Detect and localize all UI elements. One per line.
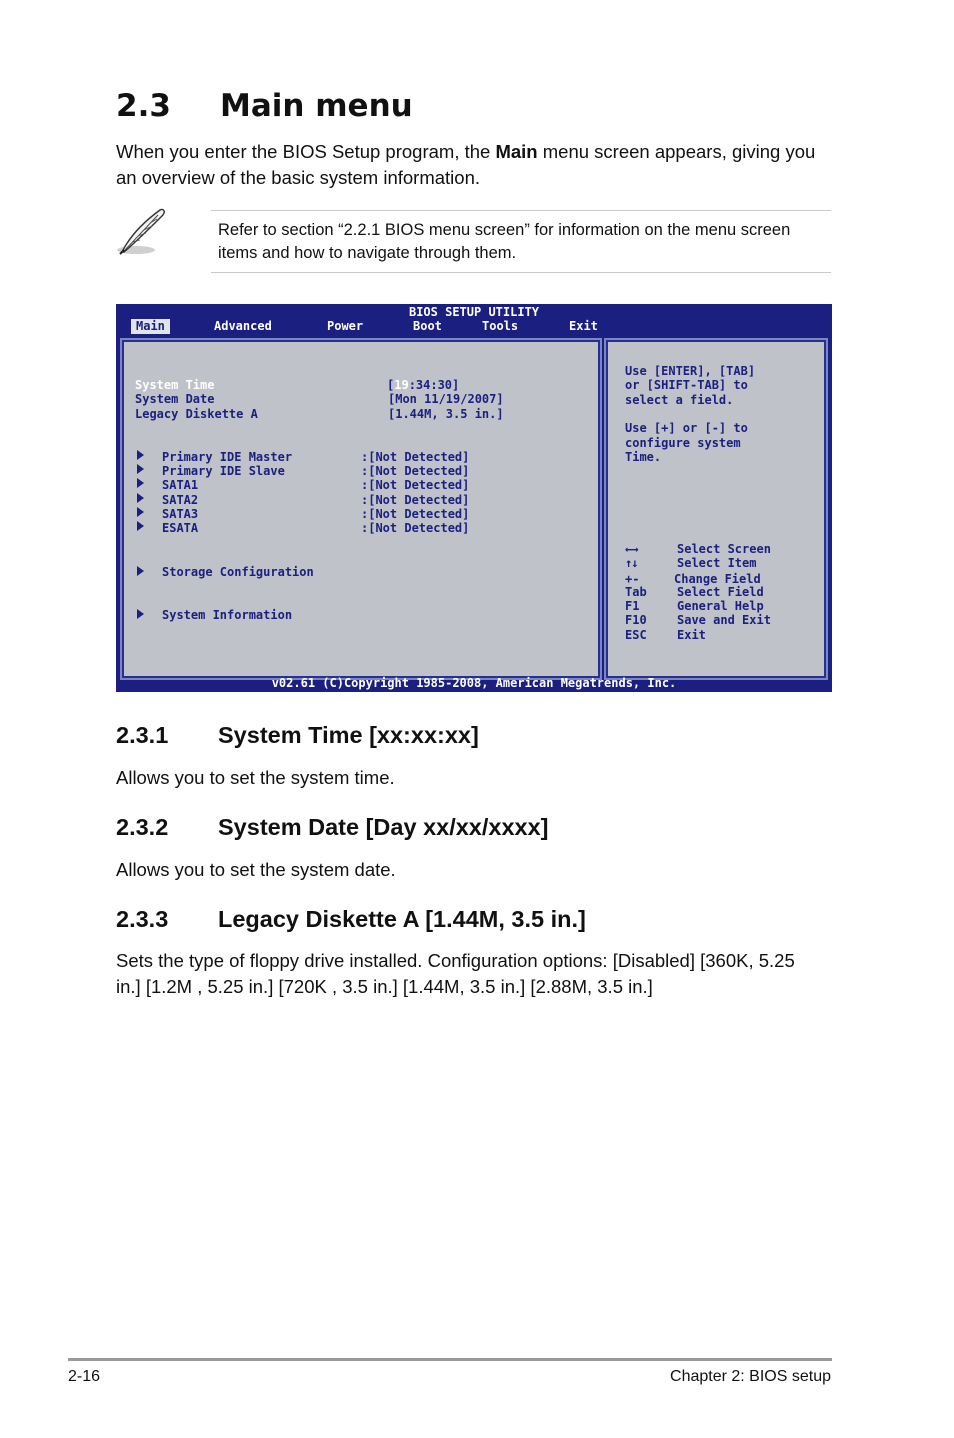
bios-help-line: Time. xyxy=(625,450,662,464)
page-number: 2-16 xyxy=(68,1368,101,1385)
subsection-body: Sets the type of floppy drive installed. Configuration options: [Disabled] [360K, 5.25 in.] [1.2M , 5.25 in.] [720K , 3.5 in.] [1.44M, 3.5 in.] [2.88M, 3.5 in.] xyxy=(116,950,795,997)
bios-tab-main: Main xyxy=(131,319,170,334)
intro-bold: Main xyxy=(495,141,538,162)
subsection-heading xyxy=(116,814,549,841)
bios-value-part: :34:30] xyxy=(408,378,460,392)
bios-field-label: System Date xyxy=(135,392,215,406)
bios-key: Tab xyxy=(625,585,647,599)
bios-main-panel xyxy=(120,338,602,680)
submenu-arrow-icon xyxy=(137,609,144,619)
bios-device-value: :[Not Detected] xyxy=(361,478,470,492)
bios-device-value: :[Not Detected] xyxy=(361,450,470,464)
submenu-arrow-icon xyxy=(137,493,144,503)
bios-tab-exit: Exit xyxy=(569,319,598,333)
bios-field-label: Legacy Diskette A xyxy=(135,407,258,421)
intro-text-1: When you enter the BIOS Setup program, the xyxy=(116,141,496,162)
subsection-heading xyxy=(116,722,479,749)
up-down-arrows-icon: ↑↓ xyxy=(625,556,638,570)
bios-key-desc: Exit xyxy=(677,628,706,642)
bios-device-label: Primary IDE Master xyxy=(162,450,293,464)
bios-key-desc: Change Field xyxy=(674,572,761,586)
bios-field-value: [Mon 11/19/2007] xyxy=(388,392,504,406)
footer-rule xyxy=(68,1358,832,1361)
bios-help-line: configure system xyxy=(625,436,741,450)
bios-field-label: System Time xyxy=(135,378,215,392)
bios-field-value xyxy=(387,378,459,393)
bios-device-value: :[Not Detected] xyxy=(361,493,470,507)
bios-value-part: [ xyxy=(387,378,395,392)
bios-key-desc: Select Item xyxy=(677,556,757,570)
subsection-title: Legacy Diskette A [1.44M, 3.5 in.] xyxy=(218,906,586,932)
bios-submenu-label: System Information xyxy=(162,608,293,622)
chapter-label: Chapter 2: BIOS setup xyxy=(670,1368,831,1385)
bios-key: F10 xyxy=(625,613,647,627)
note-top-rule xyxy=(211,210,831,211)
subsection-title: System Time [xx:xx:xx] xyxy=(218,722,479,748)
subsection-heading xyxy=(116,906,586,933)
bios-device-label: SATA3 xyxy=(162,507,199,521)
bios-key-desc: General Help xyxy=(677,599,764,613)
bios-screenshot xyxy=(116,304,832,692)
bios-key: ESC xyxy=(625,628,647,642)
subsection-body: Allows you to set the system time. xyxy=(116,767,395,788)
bios-tab-advanced: Advanced xyxy=(214,319,272,333)
intro-text-2: menu screen appears, giving you an overview of the basic system information. xyxy=(116,141,816,188)
bios-device-value: :[Not Detected] xyxy=(361,521,470,535)
submenu-arrow-icon xyxy=(137,478,144,488)
submenu-arrow-icon xyxy=(137,566,144,576)
bios-submenu-label: Storage Configuration xyxy=(162,565,314,579)
bios-tab-power: Power xyxy=(327,319,364,333)
intro-paragraph xyxy=(116,139,836,191)
submenu-arrow-icon xyxy=(137,521,144,531)
bios-key-desc: Select Field xyxy=(677,585,764,599)
bios-device-label: ESATA xyxy=(162,521,199,535)
section-number: 2.3 xyxy=(116,88,171,124)
subsection-title: System Date [Day xx/xx/xxxx] xyxy=(218,814,549,840)
bios-help-line: select a field. xyxy=(625,393,734,407)
bios-value-highlight: 19 xyxy=(394,378,409,392)
subsection-number: 2.3.1 xyxy=(116,722,169,748)
bios-help-line: or [SHIFT-TAB] to xyxy=(625,378,748,392)
left-right-arrows-icon: ←→ xyxy=(625,542,638,556)
subsection-number: 2.3.2 xyxy=(116,814,169,840)
bios-help-line: Use [ENTER], [TAB] xyxy=(625,364,756,378)
note-text: Refer to section “2.2.1 BIOS menu screen” for information on the menu screen items and how to navigate through them. xyxy=(218,221,791,262)
bios-tab-boot: Boot xyxy=(413,319,442,333)
bios-field-value: [1.44M, 3.5 in.] xyxy=(388,407,504,421)
bios-device-label: SATA2 xyxy=(162,493,199,507)
bios-help-line: Use [+] or [-] to xyxy=(625,421,748,435)
bios-device-value: :[Not Detected] xyxy=(361,507,470,521)
subsection-number: 2.3.3 xyxy=(116,906,169,932)
bios-device-label: SATA1 xyxy=(162,478,199,492)
submenu-arrow-icon xyxy=(137,464,144,474)
submenu-arrow-icon xyxy=(137,450,144,460)
bios-tab-tools: Tools xyxy=(482,319,519,333)
bios-help-panel xyxy=(604,338,828,680)
bios-device-label: Primary IDE Slave xyxy=(162,464,285,478)
subsection-body: Allows you to set the system date. xyxy=(116,859,396,880)
submenu-arrow-icon xyxy=(137,507,144,517)
bios-device-value: :[Not Detected] xyxy=(361,464,470,478)
bios-key: +- xyxy=(625,572,640,586)
section-title: Main menu xyxy=(220,88,413,124)
bios-key: F1 xyxy=(625,599,640,613)
bios-copyright: v02.61 (C)Copyright 1985-2008, American Megatrends, Inc. xyxy=(271,675,677,690)
note-bottom-rule xyxy=(211,272,831,273)
note-pen-icon xyxy=(114,206,170,260)
bios-title: BIOS SETUP UTILITY xyxy=(408,305,540,319)
bios-key-desc: Select Screen xyxy=(677,542,771,556)
page-title xyxy=(116,88,413,124)
bios-key-desc: Save and Exit xyxy=(677,613,771,627)
